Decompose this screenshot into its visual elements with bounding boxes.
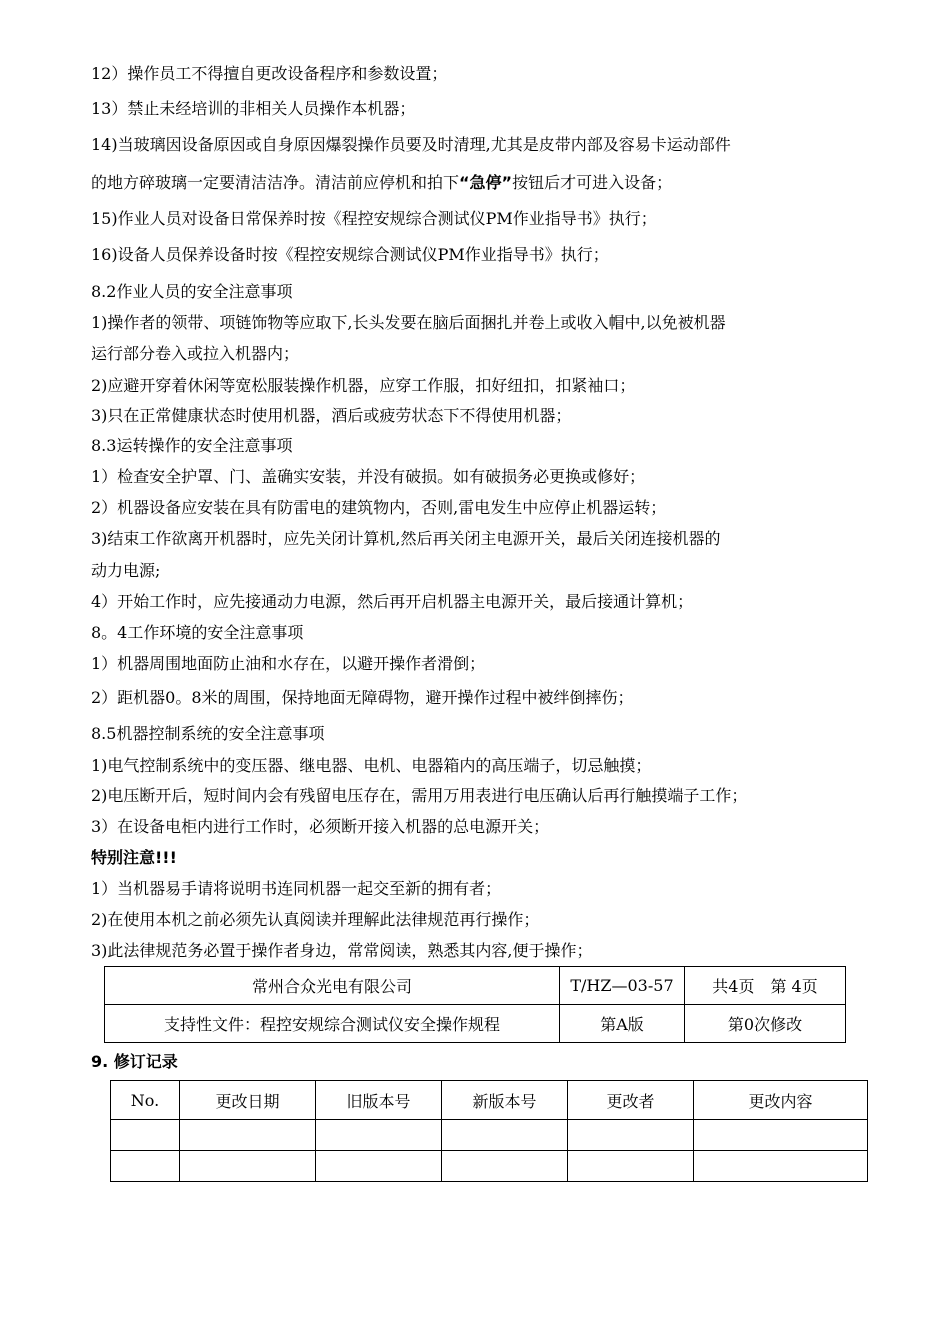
column-header: 更改日期	[180, 1081, 316, 1120]
text-line: 1）检查安全护罩、门、盖确实安装，并没有破损。如有破损务必更换或修好；	[91, 467, 646, 486]
text-line: 2)应避开穿着休闲等宽松服装操作机器，应穿工作服，扣好纽扣，扣紧袖口；	[91, 376, 636, 395]
text-line: 运行部分卷入或拉入机器内；	[91, 344, 300, 363]
text-line: 2)在使用本机之前必须先认真阅读并理解此法律规范再行操作；	[91, 910, 540, 929]
table-cell	[111, 1120, 180, 1151]
text-line: 4）开始工作时，应先接通动力电源，然后再开启机器主电源开关，最后接通计算机；	[91, 592, 694, 611]
table-cell	[180, 1120, 316, 1151]
text-line: 动力电源;	[91, 561, 161, 580]
table-cell	[180, 1151, 316, 1182]
support-document: 支持性文件：程控安规综合测试仪安全操作规程	[105, 1005, 560, 1043]
page-count: 共4页 第 4页	[685, 967, 846, 1005]
company-name: 常州合众光电有限公司	[105, 967, 560, 1005]
table-cell	[111, 1151, 180, 1182]
column-header: 更改者	[568, 1081, 694, 1120]
text-line: 1）机器周围地面防止油和水存在，以避开操作者滑倒；	[91, 654, 486, 673]
table-cell	[568, 1120, 694, 1151]
emphasis-text: “急停”	[459, 173, 513, 192]
text-line: 2）距机器0。8米的周围，保持地面无障碍物，避开操作过程中被绊倒摔伤；	[91, 688, 634, 707]
table-cell	[316, 1151, 442, 1182]
text-line: 3)结束工作欲离开机器时，应先关闭计算机,然后再关闭主电源开关，最后关闭连接机器的	[91, 529, 721, 548]
text-line: 2）机器设备应安装在具有防雷电的建筑物内，否则,雷电发生中应停止机器运转；	[91, 498, 667, 517]
text-line: 16)设备人员保养设备时按《程控安规综合测试仪PM作业指导书》执行；	[91, 245, 609, 264]
table-cell	[568, 1151, 694, 1182]
text-line: 12）操作员工不得擅自更改设备程序和参数设置；	[91, 64, 448, 83]
text-line: 2)电压断开后，短时间内会有残留电压存在，需用万用表进行电压确认后再行触摸端子工作；	[91, 786, 748, 805]
text-line: 13）禁止未经培训的非相关人员操作本机器；	[91, 99, 416, 118]
table-cell	[694, 1120, 868, 1151]
table-cell	[442, 1120, 568, 1151]
column-header: 旧版本号	[316, 1081, 442, 1120]
revision-section-title: 9. 修订记录	[91, 1052, 178, 1071]
text-line: 3）在设备电柜内进行工作时，必须断开接入机器的总电源开关；	[91, 817, 550, 836]
table-header-row	[111, 1081, 868, 1120]
version-label: 第A版	[560, 1005, 685, 1043]
document-number: T/HZ—03-57	[560, 967, 685, 1005]
revision-table	[110, 1080, 868, 1182]
section-heading: 8.3运转操作的安全注意事项	[91, 436, 293, 455]
table-row	[111, 1151, 868, 1182]
column-header: 更改内容	[694, 1081, 868, 1120]
text-segment: 的地方碎玻璃一定要清洁洁净。清洁前应停机和拍下	[91, 173, 460, 192]
table-cell	[316, 1120, 442, 1151]
footer-info-table	[104, 966, 846, 1043]
section-heading: 8.5机器控制系统的安全注意事项	[91, 724, 325, 743]
section-heading: 8.2作业人员的安全注意事项	[91, 282, 293, 301]
text-line: 1）当机器易手请将说明书连同机器一起交至新的拥有者；	[91, 879, 502, 898]
table-row	[111, 1120, 868, 1151]
text-line: 14)当玻璃因设备原因或自身原因爆裂操作员要及时清理,尤其是皮带内部及容易卡运动部件	[91, 135, 731, 154]
text-line: 3)只在正常健康状态时使用机器，酒后或疲劳状态下不得使用机器；	[91, 406, 572, 425]
text-line	[91, 173, 672, 193]
table-cell	[442, 1151, 568, 1182]
special-attention-heading: 特别注意!!!	[91, 848, 177, 867]
text-line: 3)此法律规范务必置于操作者身边，常常阅读，熟悉其内容,便于操作；	[91, 941, 593, 960]
text-line: 1)电气控制系统中的变压器、继电器、电机、电器箱内的高压端子，切忌触摸；	[91, 756, 652, 775]
table-cell	[694, 1151, 868, 1182]
column-header: No.	[111, 1081, 180, 1120]
text-line: 15)作业人员对设备日常保养时按《程控安规综合测试仪PM作业指导书》执行；	[91, 209, 657, 228]
column-header: 新版本号	[442, 1081, 568, 1120]
text-segment: 按钮后才可进入设备；	[512, 173, 673, 192]
revision-label: 第0次修改	[685, 1005, 846, 1043]
text-line: 1)操作者的领带、项链饰物等应取下,长头发要在脑后面捆扎并卷上或收入帽中,以免被机器	[91, 313, 726, 332]
section-heading: 8。4工作环境的安全注意事项	[91, 623, 304, 642]
